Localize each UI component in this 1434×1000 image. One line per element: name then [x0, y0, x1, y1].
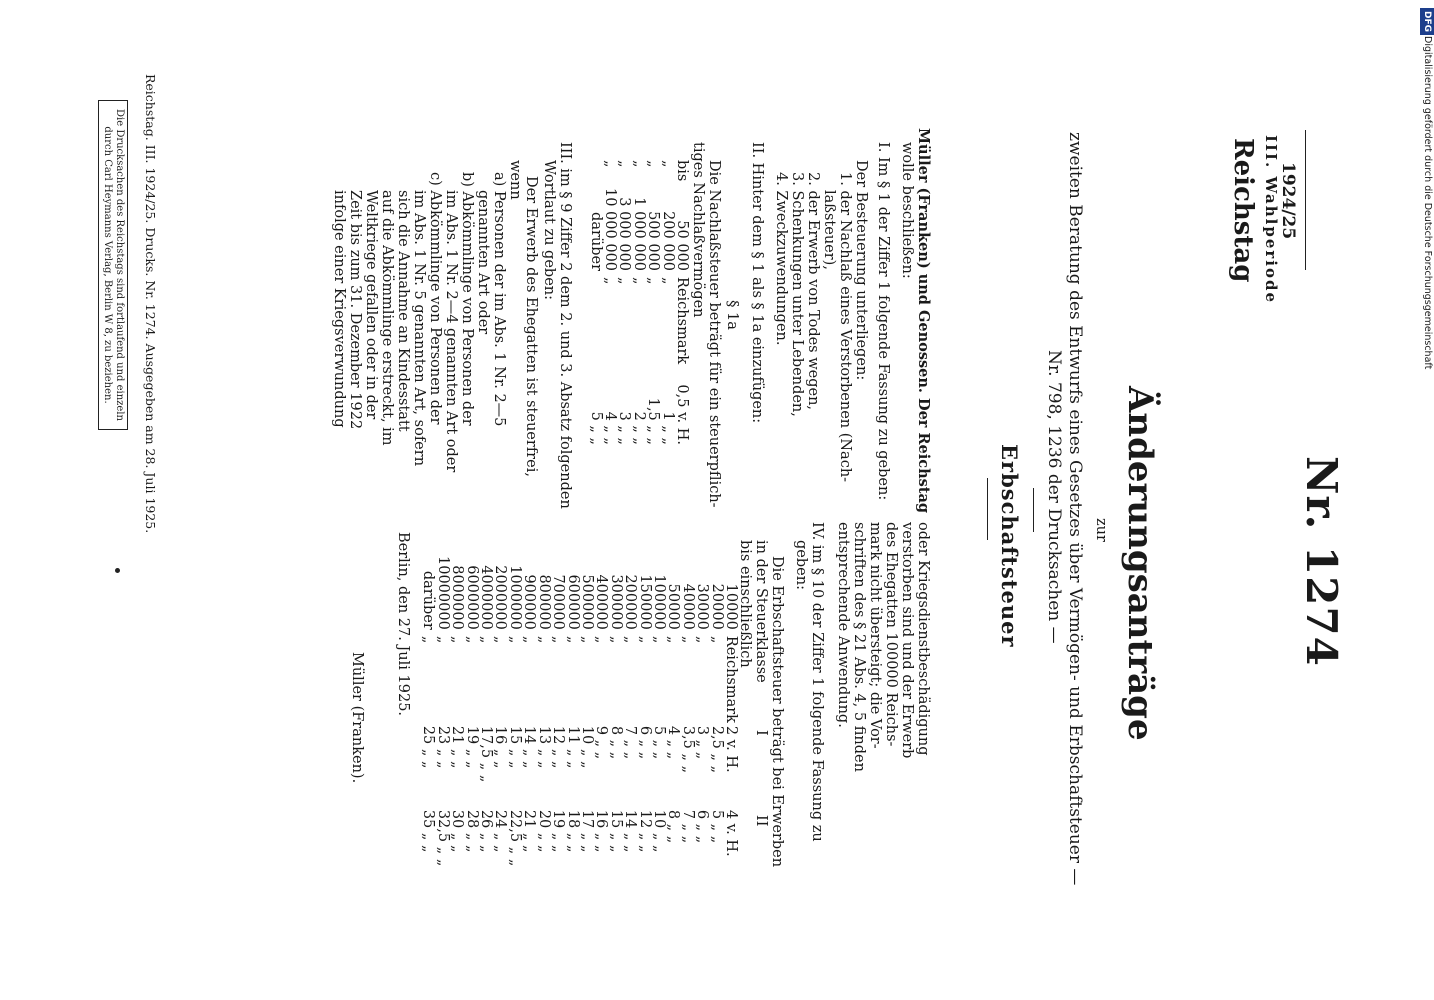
erbschaft-amount: 200000 [622, 574, 639, 630]
erbschaft-r2: 32,5 „ „ [434, 809, 451, 867]
erbschaft-row [435, 556, 449, 890]
subject-line-1: zweiten Beratung des Entwurfs eines Gesetzes über Vermögen- und Erbschaftsteuer — [1065, 132, 1085, 886]
nachlass-amount: 3 000 000 [616, 197, 633, 272]
nachlass-row [588, 160, 602, 445]
erbschaft-r2: 20 „ „ [535, 809, 552, 853]
erbschaft-r2: 30 „ „ [449, 809, 466, 853]
erbschaft-amount: 500000 [578, 574, 595, 630]
nachlass-amount: darüber [587, 212, 604, 272]
erbschaft-amount: 40000 [679, 583, 696, 630]
erbschaft-amount: 2000000 [492, 565, 509, 630]
amendment-3-i: c) Abkömmlinge von Personen der [427, 172, 443, 425]
erbschaft-row [479, 556, 493, 890]
erbschaft-r1: 17,5 „ „ [478, 725, 495, 783]
erbschaft-unit: „ [420, 635, 437, 644]
erbschaft-unit: „ [708, 635, 725, 644]
erbschaft-row [637, 556, 651, 890]
erbschaft-r1: 2,5 „ „ [708, 725, 725, 774]
erbschaft-unit: „ [636, 635, 653, 644]
nachlass-rate: 4 „ „ [601, 411, 618, 446]
erbschaft-r2: 18 „ „ [564, 809, 581, 853]
erbschaft-unit: „ [578, 635, 595, 644]
amendment-3-l: auf die Abkömmlinge erstreckt, im [379, 190, 395, 446]
erbschaft-r2: 28 „ „ [463, 809, 480, 853]
erbschaft-unit: „ [521, 635, 538, 644]
section-1a-intro-1: Die Nachlaßsteuer beträgt für ein steuerpflich- [706, 160, 722, 508]
subtitle-rule [987, 478, 988, 540]
nachlass-amount: 10 000 000 [601, 188, 618, 272]
erbschaft-unit: „ [550, 635, 567, 644]
distribution-note-line-1: Die Drucksachen des Reichstags sind fortlaufend und einzeln [114, 109, 125, 421]
erbschaft-r1: 23 „ „ [434, 725, 451, 769]
nachlass-rate: 1 „ „ [659, 411, 676, 446]
amendment-3-g: b) Abkömmlinge von Personen der [459, 172, 475, 426]
erbschaft-rate-table [421, 556, 738, 890]
erbschaft-amount: 800000 [535, 574, 552, 630]
dfg-credit-text: Digitalisierung gefördert durch die Deutsche Forschungsgemeinschaft [1422, 36, 1433, 370]
erbschaft-r2: 16 „ „ [593, 809, 610, 853]
right-line-1: oder Kriegsdienstbeschädigung [915, 522, 931, 756]
erbschaft-r2: 19 „ „ [550, 809, 567, 853]
erbschaft-row [580, 556, 594, 890]
erbschaft-unit: „ [449, 635, 466, 644]
erbschaft-r2: 8 „ „ [665, 809, 682, 844]
erbschaft-r1: 11 „ „ [564, 725, 581, 769]
erbschaft-unit: „ [694, 635, 711, 644]
nachlass-row [631, 160, 645, 445]
erbschaft-unit: „ [650, 635, 667, 644]
nachlass-pre: „ [645, 160, 662, 168]
erbschaft-amount: 20000 [708, 583, 725, 630]
erbschaft-r2: 22,5 „ „ [506, 809, 523, 867]
nachlass-amount: 1 000 000 [630, 197, 647, 272]
erbschaft-r1: 14 „ „ [521, 725, 538, 769]
erbschaft-r1: 10 „ „ [578, 725, 595, 769]
title-rule [1033, 488, 1034, 532]
erbschaft-unit: „ [434, 635, 451, 644]
nachlass-rate: 5 „ „ [587, 411, 604, 446]
erbschaft-amount: 100000 [650, 574, 667, 630]
masthead-years: 1924/25 [1278, 162, 1298, 240]
erbschaft-row [493, 556, 507, 890]
nachlass-row [617, 160, 631, 445]
erbschaft-r1: 8 „ „ [607, 725, 624, 760]
erbschaft-unit: Reichsmark [723, 635, 739, 723]
erbschaft-amount: 900000 [521, 574, 538, 630]
erbschaft-unit: „ [492, 635, 509, 644]
nachlass-unit: „ [616, 277, 633, 285]
document-number: Nr. 1274 [1297, 456, 1346, 667]
erbschaft-row [608, 556, 622, 890]
erbschaft-intro-1: Die Erbschaftsteuer beträgt bei Erwerben [769, 556, 785, 868]
erbschaft-r1: 3,5 „ „ [679, 725, 696, 774]
erbschaft-unit: „ [463, 635, 480, 644]
amendment-4: IV. im § 10 der Ziffer 1 folgende Fassung zu [809, 522, 825, 842]
nachlass-rate-table [588, 160, 689, 445]
right-line-6: entsprechende Anwendung. [835, 522, 851, 728]
erbschaft-row [450, 556, 464, 890]
erbschaft-row [652, 556, 666, 890]
klasse-header-2: II [753, 815, 769, 827]
nachlass-unit: „ [659, 277, 676, 285]
amendment-1: I. Im § 1 der Ziffer 1 folgende Fassung zu geben: [875, 142, 891, 501]
erbschaft-r1: 6 „ „ [636, 725, 653, 760]
erbschaft-amount: 30000 [694, 583, 711, 630]
erbschaft-amount: darüber [420, 570, 437, 630]
erbschaft-r1: 2 v. H. [723, 725, 739, 773]
erbschaft-row [536, 556, 550, 890]
erbschaft-r2: 12 „ „ [636, 809, 653, 853]
nachlass-amount: 500 000 [645, 211, 662, 272]
nachlass-unit: „ [601, 277, 618, 285]
erbschaft-r1: 25 „ „ [420, 725, 437, 769]
erbschaft-amount: 10000 [723, 583, 739, 630]
page-footer: Reichstag. III. 1924/25. Drucks. Nr. 1274. Ausgegeben am 28. Juli 1925. [143, 74, 158, 534]
erbschaft-amount: 150000 [636, 574, 653, 630]
nachlass-pre: „ [630, 160, 647, 168]
erbschaft-r2: 15 „ „ [607, 809, 624, 853]
amendment-1-intro: Der Besteuerung unterliegen: [853, 160, 869, 381]
nachlass-unit: „ [645, 277, 662, 285]
erbschaft-r2: 17 „ „ [578, 809, 595, 853]
erbschaft-row [594, 556, 608, 890]
erbschaft-r1: 15 „ „ [506, 725, 523, 769]
erbschaft-amount: 400000 [593, 574, 610, 630]
erbschaft-r1: 19 „ „ [463, 725, 480, 769]
erbschaft-intro-3: bis einschließlich [737, 540, 753, 668]
nachlass-pre: „ [616, 160, 633, 168]
right-line-5: schriften des § 21 Abs. 4, 5 finden [851, 522, 867, 772]
nachlass-amount: 200 000 [659, 211, 676, 272]
nachlass-rate: 3 „ „ [616, 411, 633, 446]
erbschaft-row [565, 556, 579, 890]
amendment-3-d: wenn [507, 160, 523, 200]
erbschaft-amount: 8000000 [449, 565, 466, 630]
erbschaft-row [709, 556, 723, 890]
amendment-4-b: geben: [793, 540, 809, 590]
erbschaft-r2: 21 „ „ [521, 809, 538, 853]
erbschaft-row [522, 556, 536, 890]
amendment-1-item-4: 4. Zweckzuwendungen. [773, 172, 789, 346]
nachlass-rate: 2 „ „ [630, 411, 647, 446]
erbschaft-amount: 1000000 [506, 565, 523, 630]
nachlass-row [646, 160, 660, 445]
amendment-3-b: Wortlaut zu geben: [541, 160, 557, 301]
amendment-3-o: infolge einer Kriegsverwundung [331, 190, 347, 428]
erbschaft-row [508, 556, 522, 890]
amendment-3-k: sich die Annahme an Kindesstatt [395, 190, 411, 432]
amendment-1-item-1b: laßsteuer), [821, 190, 837, 270]
dfg-logo: DFG [1420, 8, 1434, 35]
erbschaft-row [680, 556, 694, 890]
nachlass-pre: „ [659, 160, 676, 168]
amendment-3-c: Der Erwerb des Ehegatten ist steuerfrei, [523, 176, 539, 477]
erbschaft-unit: „ [478, 635, 495, 644]
nachlass-amount: 50 000 [674, 220, 690, 272]
erbschaft-amount: 4000000 [478, 565, 495, 630]
resolve-line: wolle beschließen: [899, 142, 915, 279]
erbschaft-amount: 700000 [550, 574, 567, 630]
amendment-3-h: im Abs. 1 Nr. 2—4 genannten Art oder [443, 190, 459, 473]
erbschaft-r1: 9 „ „ [593, 725, 610, 760]
amendment-3-j: im Abs. 1 Nr. 5 genannten Art, sofern [411, 190, 427, 467]
erbschaft-r2: 14 „ „ [622, 809, 639, 853]
erbschaft-amount: 50000 [665, 583, 682, 630]
date-line: Berlin, den 27. Juli 1925. [395, 532, 411, 717]
erbschaft-unit: „ [564, 635, 581, 644]
section-1a-intro-2: tiges Nachlaßvermögen [690, 142, 706, 318]
nachlass-row [660, 160, 674, 445]
erbschaft-unit: „ [622, 635, 639, 644]
erbschaft-unit: „ [593, 635, 610, 644]
amendment-1-item-2: 2. der Erwerb von Todes wegen, [805, 172, 821, 411]
erbschaft-unit: „ [607, 635, 624, 644]
masthead-reichstag: Reichstag [1228, 138, 1258, 283]
nachlass-pre [588, 160, 602, 188]
erbschaft-r2: 35 „ „ [420, 809, 437, 853]
nachlass-pre: bis [674, 160, 690, 182]
erbschaft-r2: 5 „ „ [708, 809, 725, 844]
nachlass-row [603, 160, 617, 445]
erbschaft-r1: 7 „ „ [622, 725, 639, 760]
erbschaft-intro-2: in der Steuerklasse [753, 540, 769, 683]
nachlass-unit: „ [630, 277, 647, 285]
erbschaft-r1: 16 „ „ [492, 725, 509, 769]
section-subtitle: Erbschaftsteuer [997, 444, 1022, 648]
erbschaft-row [695, 556, 709, 890]
nachlass-row [675, 160, 689, 445]
erbschaft-r1: 21 „ „ [449, 725, 466, 769]
right-line-3: des Ehegatten 100000 Reichs- [883, 522, 899, 747]
distribution-note [98, 100, 128, 430]
erbschaft-r2: 4 v. H. [723, 809, 739, 857]
erbschaft-r2: 26 „ „ [478, 809, 495, 853]
amendment-1-item-1: 1. der Nachlaß eines Verstorbenen (Nach- [837, 172, 853, 483]
subject-line-2: Nr. 798, 1236 der Drucksachen — [1044, 350, 1064, 644]
erbschaft-r2: 24 „ „ [492, 809, 509, 853]
erbschaft-amount: 6000000 [463, 565, 480, 630]
nachlass-unit: Reichsmark [674, 277, 690, 365]
nachlass-rate: 0,5 v. H. [674, 384, 690, 446]
klasse-header-1: I [753, 730, 769, 736]
erbschaft-row [464, 556, 478, 890]
erbschaft-r1: 3 „ „ [694, 725, 711, 760]
amendment-3-f: genannten Art oder [475, 190, 491, 335]
masthead-rule [1305, 130, 1306, 270]
amendment-3-m: Weltkriege gefallen oder in der [363, 190, 379, 420]
erbschaft-r1: 5 „ „ [650, 725, 667, 760]
erbschaft-r2: 7 „ „ [679, 809, 696, 844]
document-title: Änderungsanträge [1120, 386, 1160, 741]
erbschaft-amount: 10000000 [434, 556, 451, 630]
masthead-wahlperiode: III. Wahlperiode [1262, 135, 1280, 305]
erbschaft-unit: „ [506, 635, 523, 644]
erbschaft-r1: 4 „ „ [665, 725, 682, 760]
nachlass-unit [588, 277, 602, 365]
erbschaft-amount: 600000 [564, 574, 581, 630]
dfg-credit [1420, 0, 1434, 1000]
erbschaft-row [666, 556, 680, 890]
right-line-4: mark nicht übersteigt; die Vor- [867, 522, 883, 749]
erbschaft-row [421, 556, 435, 890]
erbschaft-row [623, 556, 637, 890]
amendment-3-e: a) Personen der im Abs. 1 Nr. 2—5 [491, 172, 507, 427]
erbschaft-r1: 12 „ „ [550, 725, 567, 769]
nachlass-pre: „ [601, 160, 618, 168]
proposer-line: Müller (Franken) und Genossen. Der Reichstag [915, 128, 932, 514]
title-zur: zur [1093, 518, 1109, 542]
erbschaft-r1: 13 „ „ [535, 725, 552, 769]
signature: Müller (Franken). [349, 652, 365, 784]
nachlass-rate: 1,5 „ „ [645, 397, 662, 446]
erbschaft-row [724, 556, 738, 890]
distribution-note-line-2: durch Carl Heymanns Verlag, Berlin W 8, zu beziehen. [102, 126, 113, 404]
erbschaft-r2: 10 „ „ [650, 809, 667, 853]
section-1a-heading: § 1a [724, 300, 740, 330]
amendment-2: II. Hinter dem § 1 als § 1a einzufügen: [749, 142, 765, 424]
erbschaft-unit: „ [535, 635, 552, 644]
amendment-3: III. im § 9 Ziffer 2 dem 2. und 3. Absatz folgenden [557, 142, 573, 509]
print-mark [115, 568, 120, 573]
erbschaft-amount: 300000 [607, 574, 624, 630]
erbschaft-unit: „ [665, 635, 682, 644]
erbschaft-r2: 6 „ „ [694, 809, 711, 844]
erbschaft-unit: „ [679, 635, 696, 644]
amendment-3-n: Zeit bis zum 31. Dezember 1922 [347, 190, 363, 430]
amendment-1-item-3: 3. Schenkungen unter Lebenden, [789, 172, 805, 417]
right-line-2: verstorben sind und der Erwerb [899, 522, 915, 759]
erbschaft-row [551, 556, 565, 890]
